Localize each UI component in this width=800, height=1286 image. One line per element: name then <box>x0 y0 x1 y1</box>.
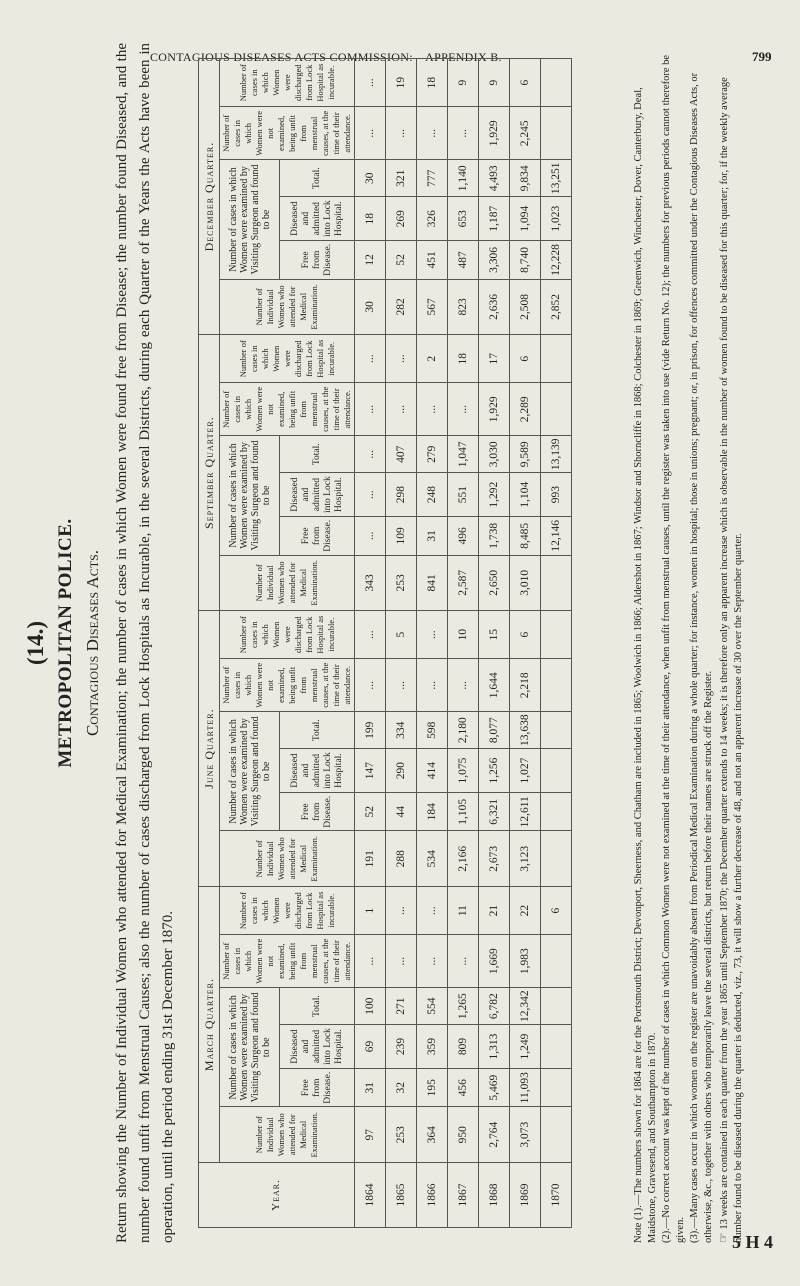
data-cell: ... <box>417 887 448 935</box>
unfit-header: Number of cases in which Women were not examined, being unfit from menstrual causes, at the time of their attendance. <box>220 383 355 436</box>
data-cell: 451 <box>417 241 448 279</box>
data-cell <box>541 1107 572 1163</box>
data-cell: 554 <box>417 988 448 1025</box>
data-cell: ... <box>448 107 479 160</box>
data-cell: 534 <box>417 831 448 887</box>
data-cell: 3,030 <box>479 436 510 473</box>
data-cell: 248 <box>417 473 448 517</box>
total-header: Total. <box>280 160 355 197</box>
data-cell: 298 <box>386 473 417 517</box>
incurable-header: Number of cases in which Women were discharged from Lock Hospital as incurable. <box>220 887 355 935</box>
data-cell: ... <box>386 887 417 935</box>
data-cell: 22 <box>510 887 541 935</box>
notes <box>632 43 746 1243</box>
data-cell <box>541 712 572 749</box>
data-cell: 12 <box>355 241 386 279</box>
data-cell: 1,738 <box>479 517 510 555</box>
data-cell: ... <box>386 335 417 383</box>
table-row <box>510 59 541 1228</box>
cases-group-header: Number of cases in which Women were examined by Visiting Surgeon and found to be <box>220 988 280 1107</box>
data-cell: 199 <box>355 712 386 749</box>
data-cell: 109 <box>386 517 417 555</box>
data-cell: 2,508 <box>510 279 541 335</box>
data-cell: 2,289 <box>510 383 541 436</box>
data-cell: 1,644 <box>479 659 510 712</box>
data-cell <box>541 1025 572 1069</box>
year-cell: 1869 <box>510 1163 541 1228</box>
data-cell: 1,929 <box>479 107 510 160</box>
total-header: Total. <box>280 712 355 749</box>
incurable-header: Number of cases in which Women were discharged from Lock Hospital as incurable. <box>220 335 355 383</box>
data-cell <box>541 831 572 887</box>
data-cell: 2,764 <box>479 1107 510 1163</box>
data-cell: 12,342 <box>510 988 541 1025</box>
data-cell: 8,077 <box>479 712 510 749</box>
data-cell: 1,023 <box>541 197 572 241</box>
unfit-header: Number of cases in which Women were not examined, being unfit from menstrual causes, at the time of their attendance. <box>220 659 355 712</box>
diseased-header: Diseased and admitted into Lock Hospital. <box>280 1025 355 1069</box>
data-cell: 239 <box>386 1025 417 1069</box>
free-header: Free from Disease. <box>280 241 355 279</box>
data-cell: 12,611 <box>510 793 541 831</box>
data-cell: ... <box>355 935 386 988</box>
data-cell: 18 <box>448 335 479 383</box>
data-cell: 1,105 <box>448 793 479 831</box>
data-cell: 10 <box>448 611 479 659</box>
returns-table <box>198 58 572 1228</box>
unfit-header: Number of cases in which Women were not examined, being unfit from menstrual causes, at the time of their attendance. <box>220 935 355 988</box>
data-cell: 100 <box>355 988 386 1025</box>
data-cell: ... <box>355 335 386 383</box>
note-1: Note (1).—The numbers shown for 1864 are for the Portsmouth District; Devonport, Sheerness, and Chatham are included in 1865; Woolwich in 1866; Aldershot in 1867; Windsor and Shorncliffe in 1868; Colchester in 1869; Greenwich, Winchester, Dover, Canterbury, Deal, Maidstone, Gravesend, and Southampton in 1870. <box>633 87 658 1243</box>
data-cell: 44 <box>386 793 417 831</box>
data-cell: 13,139 <box>541 436 572 473</box>
note-3: (3).—Many cases occur in which women on the register are unavoidably absent from Periodical Medical Examination during a whole quarter; for instance, women in hospital; those in unions; pregnant; or, in prison, for offences committed under the Contagious Diseases Acts, or otherwise, &c., together with others who temporarily leave the several districts, but return before their names are struck off the Register. <box>689 72 714 1243</box>
data-cell: 19 <box>386 59 417 107</box>
year-cell: 1870 <box>541 1163 572 1228</box>
data-cell: ... <box>355 383 386 436</box>
data-cell: 30 <box>355 160 386 197</box>
data-cell: 487 <box>448 241 479 279</box>
data-cell: 52 <box>355 793 386 831</box>
data-cell: 191 <box>355 831 386 887</box>
data-cell: 3,123 <box>510 831 541 887</box>
data-cell: 11,093 <box>510 1069 541 1107</box>
data-cell: ... <box>386 383 417 436</box>
table-row <box>417 59 448 1228</box>
data-cell: 30 <box>355 279 386 335</box>
data-cell: 2,245 <box>510 107 541 160</box>
data-cell <box>541 59 572 107</box>
data-cell: ... <box>355 107 386 160</box>
data-cell <box>541 1069 572 1107</box>
year-cell: 1864 <box>355 1163 386 1228</box>
data-cell: ... <box>355 436 386 473</box>
data-cell: 777 <box>417 160 448 197</box>
data-cell: 32 <box>386 1069 417 1107</box>
data-cell: 2,673 <box>479 831 510 887</box>
data-cell: ... <box>355 659 386 712</box>
data-cell: 184 <box>417 793 448 831</box>
data-cell: 551 <box>448 473 479 517</box>
data-cell: 1,027 <box>510 749 541 793</box>
rotated-page-content <box>20 13 780 1273</box>
data-cell: ... <box>417 107 448 160</box>
cases-group-header: Number of cases in which Women were examined by Visiting Surgeon and found to be <box>220 160 280 279</box>
data-cell: 414 <box>417 749 448 793</box>
data-cell: 8,485 <box>510 517 541 555</box>
data-cell: 993 <box>541 473 572 517</box>
data-cell: 9,834 <box>510 160 541 197</box>
data-cell: 253 <box>386 1107 417 1163</box>
individual-women-header: Number of Individual Women who attended for Medical Examination. <box>220 555 355 611</box>
data-cell: 567 <box>417 279 448 335</box>
table-row <box>355 59 386 1228</box>
note-4 <box>716 43 746 1243</box>
data-cell: 2,650 <box>479 555 510 611</box>
year-header: Year. <box>199 1163 355 1228</box>
diseased-header: Diseased and admitted into Lock Hospital. <box>280 473 355 517</box>
data-cell: ... <box>355 59 386 107</box>
data-cell: 8,740 <box>510 241 541 279</box>
running-head-title: CONTAGIOUS DISEASES ACTS COMMISSION:—APPENDIX B. <box>150 50 502 64</box>
data-cell: 269 <box>386 197 417 241</box>
data-cell: 326 <box>417 197 448 241</box>
data-cell: 1,313 <box>479 1025 510 1069</box>
data-cell: 97 <box>355 1107 386 1163</box>
data-cell: 5 <box>386 611 417 659</box>
data-cell: 271 <box>386 988 417 1025</box>
table-row <box>386 59 417 1228</box>
data-cell: 1,187 <box>479 197 510 241</box>
data-cell: 950 <box>448 1107 479 1163</box>
data-cell: 407 <box>386 436 417 473</box>
data-cell: 290 <box>386 749 417 793</box>
data-cell: 12,228 <box>541 241 572 279</box>
return-number: (14.) <box>23 620 48 666</box>
data-cell: 3,010 <box>510 555 541 611</box>
data-cell <box>541 555 572 611</box>
data-cell: 841 <box>417 555 448 611</box>
data-cell: 15 <box>479 611 510 659</box>
data-cell <box>541 988 572 1025</box>
individual-women-header: Number of Individual Women who attended for Medical Examination. <box>220 279 355 335</box>
data-cell: ... <box>355 517 386 555</box>
data-cell: 343 <box>355 555 386 611</box>
data-cell: ... <box>417 383 448 436</box>
signature-mark: 5 H 4 <box>732 1232 774 1252</box>
data-cell: ... <box>386 935 417 988</box>
data-cell: 9 <box>448 59 479 107</box>
pointing-hand-icon: ☞ <box>716 1232 730 1243</box>
data-cell: 2,636 <box>479 279 510 335</box>
data-cell: ... <box>417 935 448 988</box>
data-cell: 18 <box>355 197 386 241</box>
data-cell <box>541 335 572 383</box>
data-cell: 2,587 <box>448 555 479 611</box>
data-cell: 52 <box>386 241 417 279</box>
data-cell: 3,306 <box>479 241 510 279</box>
data-cell: 6 <box>510 59 541 107</box>
quarter-header: June Quarter. <box>199 611 220 887</box>
data-cell: 6 <box>510 611 541 659</box>
cases-group-header: Number of cases in which Women were examined by Visiting Surgeon and found to be <box>220 436 280 555</box>
data-cell: 6 <box>510 335 541 383</box>
data-cell: 334 <box>386 712 417 749</box>
data-cell: ... <box>448 383 479 436</box>
table-row <box>541 59 572 1228</box>
data-cell: 69 <box>355 1025 386 1069</box>
data-cell: 653 <box>448 197 479 241</box>
data-cell: ... <box>355 473 386 517</box>
table-row <box>479 59 510 1228</box>
data-cell: 6,782 <box>479 988 510 1025</box>
data-cell: 1,140 <box>448 160 479 197</box>
data-cell: 2,218 <box>510 659 541 712</box>
return-description: Return showing the Number of Individual Women who attended for Medical Examination; the number of cases in which Women were found free from Disease; the number found Diseased, and the number found unfit from Menstrual Causes; also the number of cases discharged from Lock Hospitals as Incurable, in the several Districts, during each Quarter of the Years the Acts have been in operation, until the period ending 31st December 1870. <box>114 43 176 1243</box>
data-cell: ... <box>417 659 448 712</box>
data-cell <box>541 383 572 436</box>
data-cell: 1,929 <box>479 383 510 436</box>
data-cell: 9 <box>479 59 510 107</box>
unfit-header: Number of cases in which Women were not examined, being unfit from menstrual causes, at the time of their attendance. <box>220 107 355 160</box>
incurable-header: Number of cases in which Women were discharged from Lock Hospital as incurable. <box>220 611 355 659</box>
free-header: Free from Disease. <box>280 1069 355 1107</box>
data-cell: ... <box>448 935 479 988</box>
data-cell: 2,180 <box>448 712 479 749</box>
page-number: 799 <box>752 49 772 64</box>
data-cell: 21 <box>479 887 510 935</box>
cases-group-header: Number of cases in which Women were examined by Visiting Surgeon and found to be <box>220 712 280 831</box>
data-cell: ... <box>448 659 479 712</box>
note-2: (2).—No correct account was kept of the number of cases in which Common Women were not examined at the time of their attendance, when unfit from menstrual causes, until the register was taken into use (vide Return No. 12); the numbers for previous periods cannot therefore be given. <box>661 54 686 1243</box>
data-cell: 31 <box>417 517 448 555</box>
data-cell <box>541 659 572 712</box>
individual-women-header: Number of Individual Women who attended for Medical Examination. <box>220 1107 355 1163</box>
data-cell: 1,047 <box>448 436 479 473</box>
data-cell: 496 <box>448 517 479 555</box>
individual-women-header: Number of Individual Women who attended for Medical Examination. <box>220 831 355 887</box>
data-cell: 5,469 <box>479 1069 510 1107</box>
data-cell: 282 <box>386 279 417 335</box>
total-header: Total. <box>280 436 355 473</box>
data-cell: 1,292 <box>479 473 510 517</box>
quarter-header: December Quarter. <box>199 59 220 335</box>
data-cell: 1,249 <box>510 1025 541 1069</box>
data-cell: 809 <box>448 1025 479 1069</box>
data-cell: 279 <box>417 436 448 473</box>
data-cell: 6 <box>541 887 572 935</box>
year-cell: 1867 <box>448 1163 479 1228</box>
total-header: Total. <box>280 988 355 1025</box>
data-cell: 364 <box>417 1107 448 1163</box>
data-cell: 13,638 <box>510 712 541 749</box>
data-cell: 823 <box>448 279 479 335</box>
year-cell: 1865 <box>386 1163 417 1228</box>
data-cell: 1,104 <box>510 473 541 517</box>
data-cell: 11 <box>448 887 479 935</box>
data-cell: 2,166 <box>448 831 479 887</box>
data-cell: ... <box>417 611 448 659</box>
data-cell <box>541 611 572 659</box>
acts-title: Contagious Diseases Acts. <box>83 549 102 737</box>
data-cell: ... <box>386 107 417 160</box>
data-cell <box>541 107 572 160</box>
data-cell: 195 <box>417 1069 448 1107</box>
data-cell: ... <box>355 611 386 659</box>
incurable-header: Number of cases in which Women were discharged from Lock Hospital as incurable. <box>220 59 355 107</box>
data-cell <box>541 935 572 988</box>
data-cell: 456 <box>448 1069 479 1107</box>
data-cell: 31 <box>355 1069 386 1107</box>
data-cell: 598 <box>417 712 448 749</box>
data-cell: 2 <box>417 335 448 383</box>
year-cell: 1868 <box>479 1163 510 1228</box>
year-cell: 1866 <box>417 1163 448 1228</box>
data-cell: 1,256 <box>479 749 510 793</box>
data-cell: 2,852 <box>541 279 572 335</box>
data-cell: 147 <box>355 749 386 793</box>
data-cell: 1,669 <box>479 935 510 988</box>
data-cell: 321 <box>386 160 417 197</box>
data-cell: 6,321 <box>479 793 510 831</box>
free-header: Free from Disease. <box>280 517 355 555</box>
quarter-header: September Quarter. <box>199 335 220 611</box>
data-cell: 359 <box>417 1025 448 1069</box>
diseased-header: Diseased and admitted into Lock Hospital. <box>280 749 355 793</box>
data-cell: 4,493 <box>479 160 510 197</box>
data-cell: 12,146 <box>541 517 572 555</box>
diseased-header: Diseased and admitted into Lock Hospital. <box>280 197 355 241</box>
quarter-header: March Quarter. <box>199 887 220 1163</box>
table-row <box>448 59 479 1228</box>
data-cell <box>541 793 572 831</box>
data-cell <box>541 749 572 793</box>
data-cell: 18 <box>417 59 448 107</box>
data-cell: 1,094 <box>510 197 541 241</box>
data-cell: 1 <box>355 887 386 935</box>
data-cell: 288 <box>386 831 417 887</box>
data-cell: 13,251 <box>541 160 572 197</box>
free-header: Free from Disease. <box>280 793 355 831</box>
data-cell: 1,983 <box>510 935 541 988</box>
data-cell: 3,073 <box>510 1107 541 1163</box>
heading <box>20 13 180 1273</box>
data-cell: 1,265 <box>448 988 479 1025</box>
data-cell: 17 <box>479 335 510 383</box>
note-4-text: 13 weeks are contained in each quarter from the year 1865 until September 1870; the December quarter extends to 14 weeks; it is therefore only an apparent increase which is observable in the number of women found to be diseased for this quarter; for, if the weekly average number found to be diseased during the quarter is deducted, viz., 73, it will show a further decrease of 48, and not an apparent increase of 30 over the September quarter. <box>719 77 744 1243</box>
data-cell: 9,589 <box>510 436 541 473</box>
data-cell: ... <box>386 659 417 712</box>
data-cell: 253 <box>386 555 417 611</box>
organisation-title: METROPOLITAN POLICE. <box>55 518 76 768</box>
data-cell: 1,075 <box>448 749 479 793</box>
